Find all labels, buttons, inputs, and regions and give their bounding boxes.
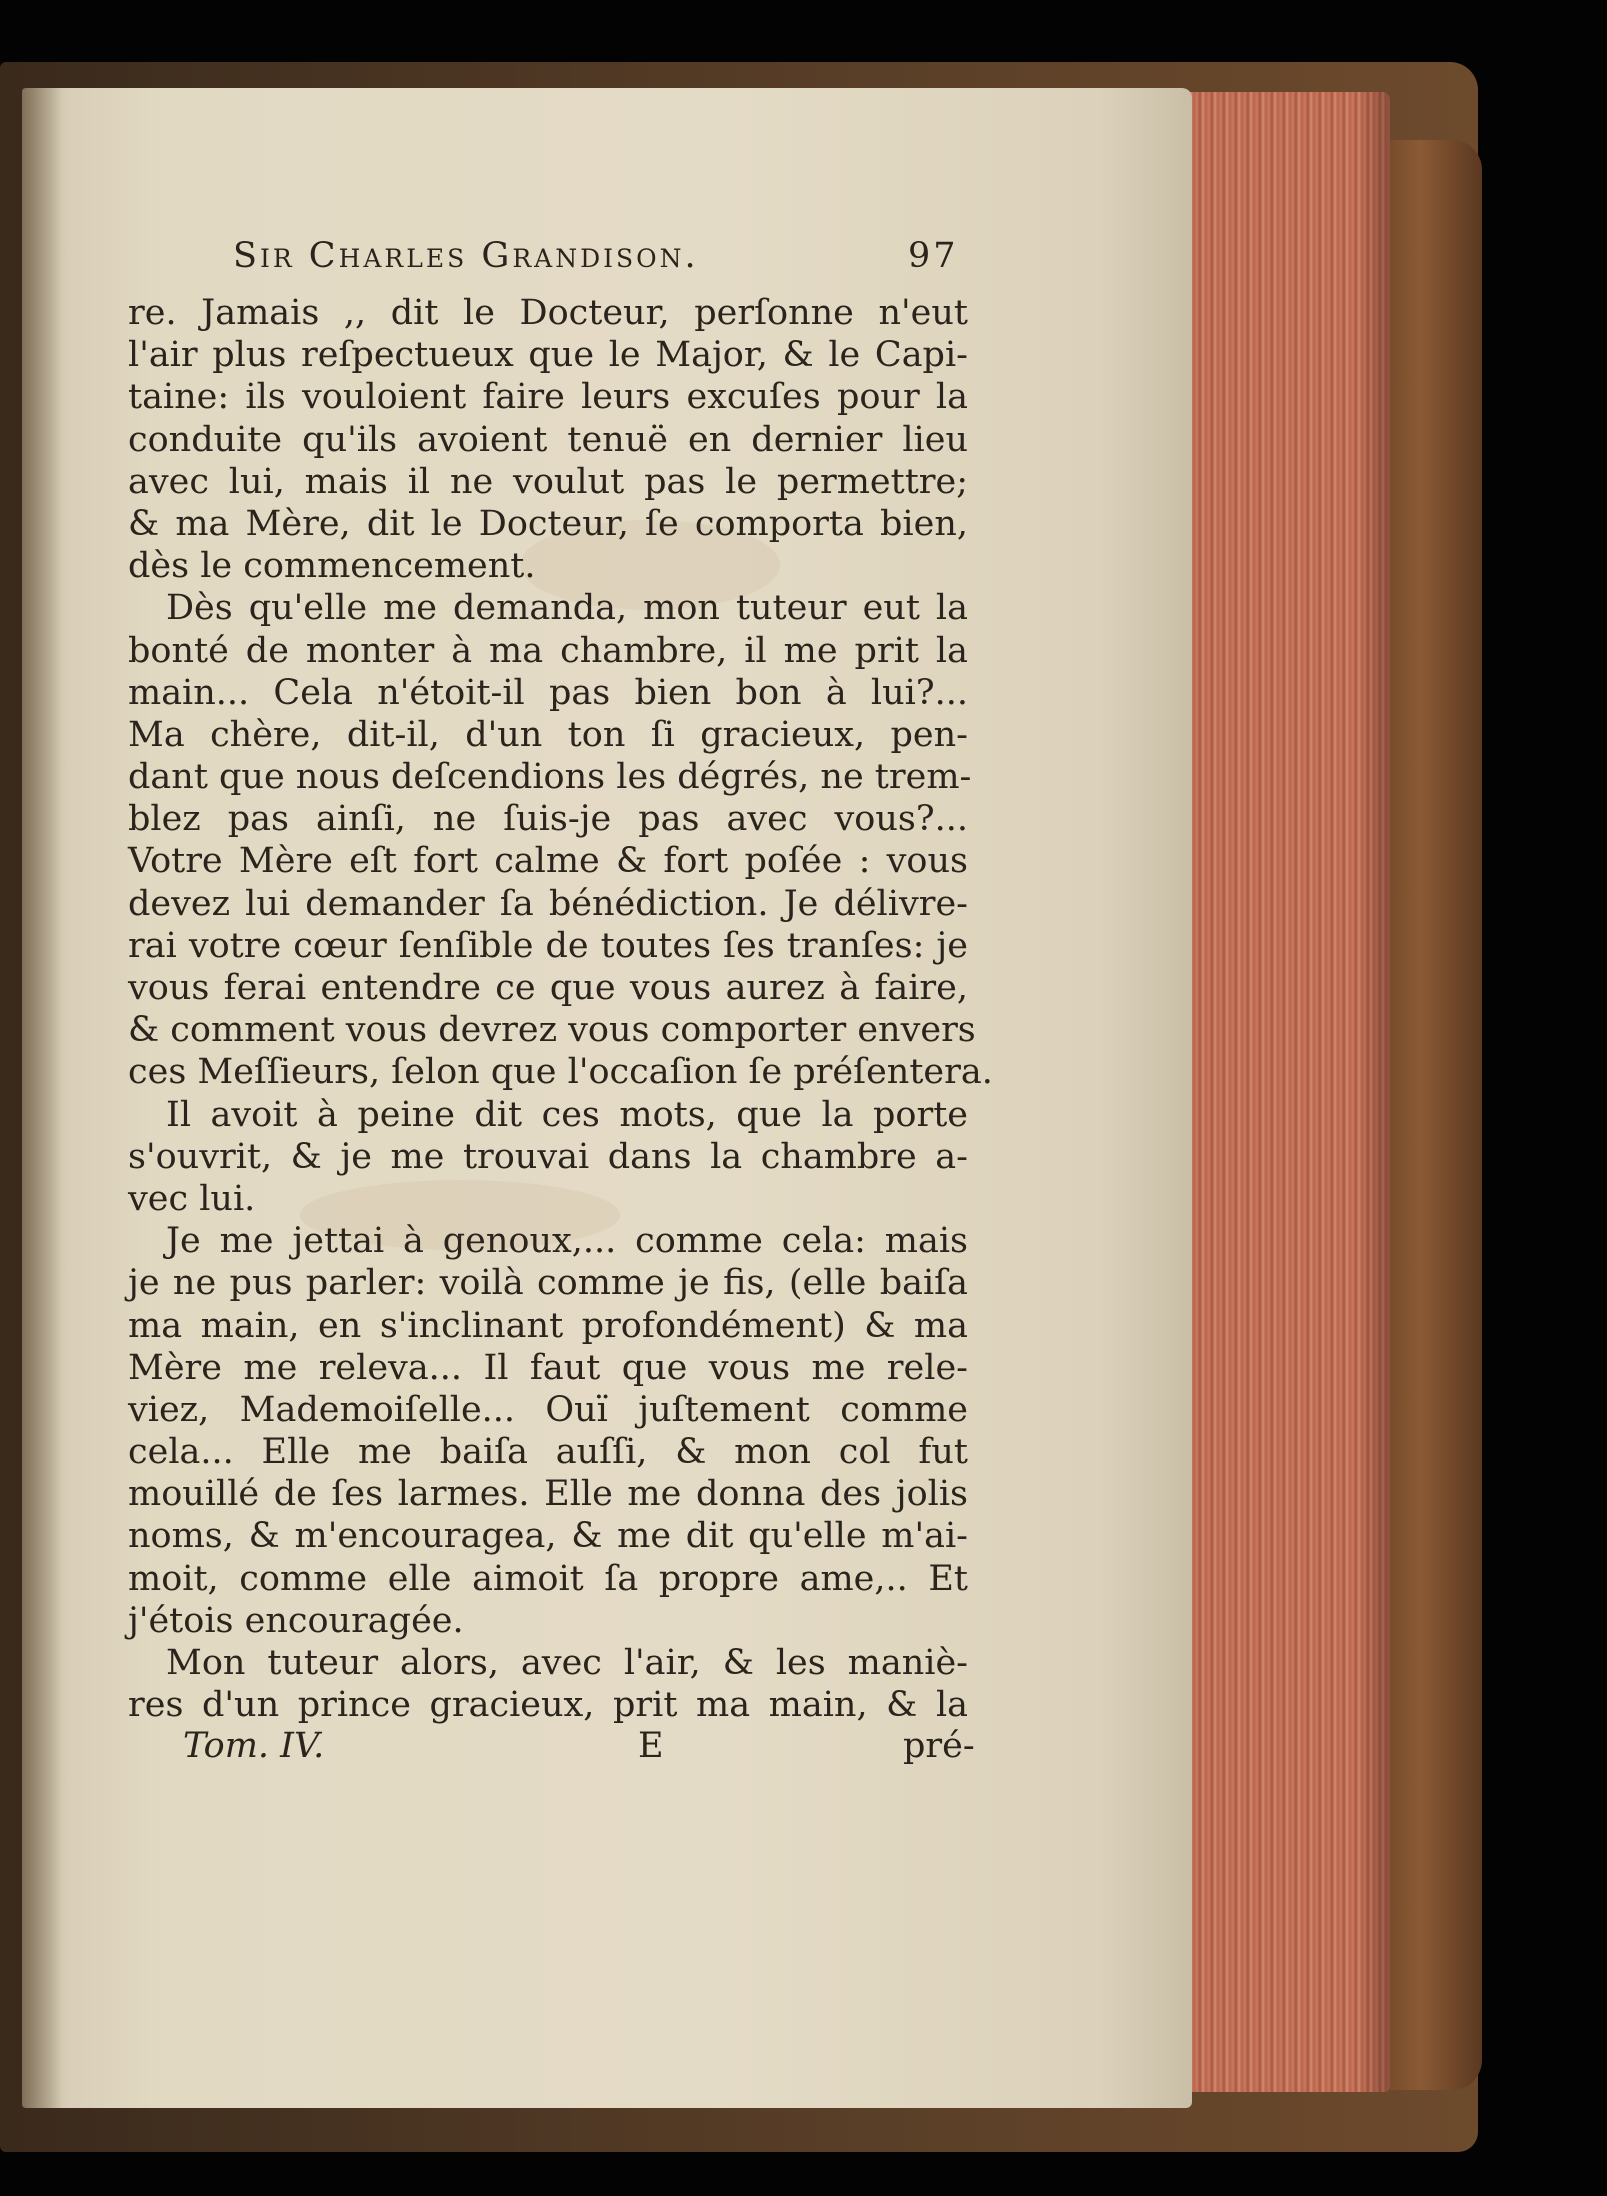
text-line: Mère me releva... Il faut que vous me rele- [128,1347,968,1388]
text-line: ces Meſſieurs, ſelon que l'occaſion ſe préſentera. [128,1052,993,1093]
text-line: taine: ils vouloient faire leurs excuſes pour la [128,377,968,418]
running-title: Sir Charles Grandison. [233,236,699,276]
text-line: noms, & m'encouragea, & me dit qu'elle m'ai- [128,1516,968,1557]
text-line: blez pas ainſi, ne ſuis-je pas avec vous?... [128,799,968,840]
text-line: conduite qu'ils avoient tenuë en dernier lieu [128,419,968,460]
text-line: Votre Mère eſt fort calme & fort poſée : vous [128,841,968,882]
text-line: avec lui, mais il ne voulut pas le permettre; [128,461,968,502]
text-line: Il avoit à peine dit ces mots, que la porte [166,1094,968,1135]
text-line: res d'un prince gracieux, prit ma main, & la [128,1685,968,1726]
text-line: viez, Mademoiſelle... Ouï juſtement comme [128,1389,968,1430]
text-line: devez lui demander ſa bénédiction. Je délivre- [128,883,968,924]
text-line: moit, comme elle aimoit ſa propre ame,.. Et [128,1558,968,1599]
text-line: Ma chère, dit-il, d'un ton ſi gracieux, pen- [128,714,968,755]
signature-volume: Tom. IV. [183,1726,325,1767]
page-footer [128,1726,975,1770]
fore-edge-shading [1170,92,1390,2092]
text-line: mouillé de ſes larmes. Elle me donna des jolis [128,1474,968,1515]
text-line: ma main, en s'inclinant profondément) & ma [128,1305,968,1346]
text-line: main... Cela n'étoit-il pas bien bon à lui?... [128,672,968,713]
text-line: re. Jamais ,, dit le Docteur, perſonne n'eut [128,293,968,333]
text-line: dant que nous deſcendions les dégrés, ne trem- [128,757,972,798]
text-line: s'ouvrit, & je me trouvai dans la chambre a- [128,1136,968,1177]
signature-letter: E [638,1726,664,1767]
text-line: cela... Elle me baiſa auſſi, & mon col fut [128,1432,968,1473]
catchword: pré- [903,1726,975,1767]
text-line: & ma Mère, dit le Docteur, ſe comporta bien, [128,503,968,544]
text-line: je ne pus parler: voilà comme je fis, (elle baiſa [128,1263,968,1304]
text-line: l'air plus reſpectueux que le Major, & le Capi- [128,335,968,376]
text-line: j'étois encouragée. [128,1600,464,1641]
text-line: vec lui. [128,1178,256,1219]
text-line: Mon tuteur alors, avec l'air, & les maniè- [166,1643,968,1683]
text-line: dès le commencement. [128,546,536,587]
text-line: rai votre cœur ſenſible de toutes ſes tranſes: je [128,925,968,966]
text-line: Je me jettai à genoux,... comme cela: mais [166,1221,968,1262]
text-line: & comment vous devrez vous comporter envers [128,1010,976,1051]
body-text [128,292,993,1726]
text-line: Dès qu'elle me demanda, mon tuteur eut la [166,588,968,629]
text-block [128,236,993,1770]
text-line: bonté de monter à ma chambre, il me prit la [128,630,968,671]
running-header [128,236,968,292]
gutter-shadow [22,88,62,2108]
text-line: vous ferai entendre ce que vous aurez à faire, [128,968,968,1008]
page-number: 97 [908,236,959,276]
